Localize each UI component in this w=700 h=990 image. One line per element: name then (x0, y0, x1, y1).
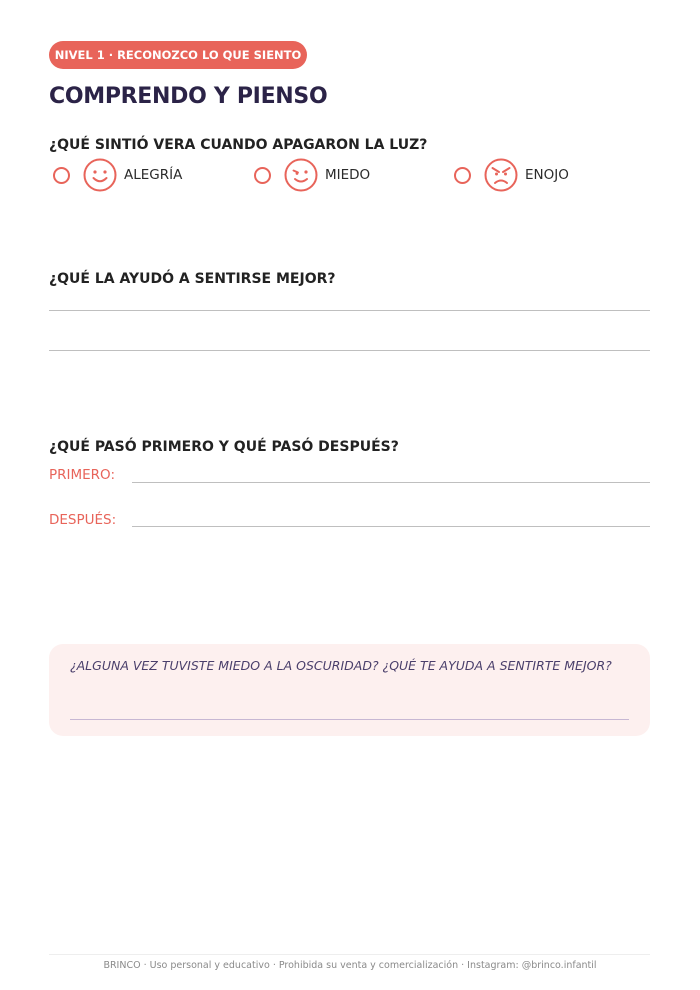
reflection-question: ¿ALGUNA VEZ TUVISTE MIEDO A LA OSCURIDAD? ¿QUÉ TE AYUDA A SENTIRTE MEJOR? (70, 658, 612, 673)
question-sequence: ¿QUÉ PASÓ PRIMERO Y QUÉ PASÓ DESPUÉS? (49, 439, 399, 455)
option-enojo[interactable] (454, 158, 569, 192)
answer-line-1[interactable] (49, 310, 650, 311)
angry-face-icon (484, 158, 518, 192)
footer-text: BRINCO · Uso personal y educativo · Prohibida su venta y comercialización · Instagram: @brinco.infantil (103, 960, 597, 971)
after-label: DESPUÉS: (49, 512, 117, 528)
after-answer-line[interactable] (132, 526, 650, 527)
option-alegria[interactable] (53, 158, 182, 192)
first-label: PRIMERO: (49, 467, 115, 483)
question-feel-better: ¿QUÉ LA AYUDÓ A SENTIRSE MEJOR? (49, 271, 336, 287)
option-label-alegria: ALEGRÍA (124, 167, 183, 183)
footer-divider (49, 954, 650, 955)
reflection-box (49, 644, 650, 736)
option-label-miedo: MIEDO (325, 167, 371, 183)
option-miedo[interactable] (254, 158, 370, 192)
radio-miedo[interactable] (254, 167, 271, 184)
reflection-answer-line[interactable] (70, 719, 629, 720)
happy-face-icon (83, 158, 117, 192)
scared-face-icon (284, 158, 318, 192)
level-badge: NIVEL 1 · RECONOZCO LO QUE SIENTO (49, 41, 307, 69)
question-feelings: ¿QUÉ SINTIÓ VERA CUANDO APAGARON LA LUZ? (49, 137, 428, 153)
answer-line-2[interactable] (49, 350, 650, 351)
radio-alegria[interactable] (53, 167, 70, 184)
option-label-enojo: ENOJO (525, 167, 569, 183)
radio-enojo[interactable] (454, 167, 471, 184)
first-answer-line[interactable] (132, 482, 650, 483)
page-title: COMPRENDO Y PIENSO (49, 84, 328, 109)
